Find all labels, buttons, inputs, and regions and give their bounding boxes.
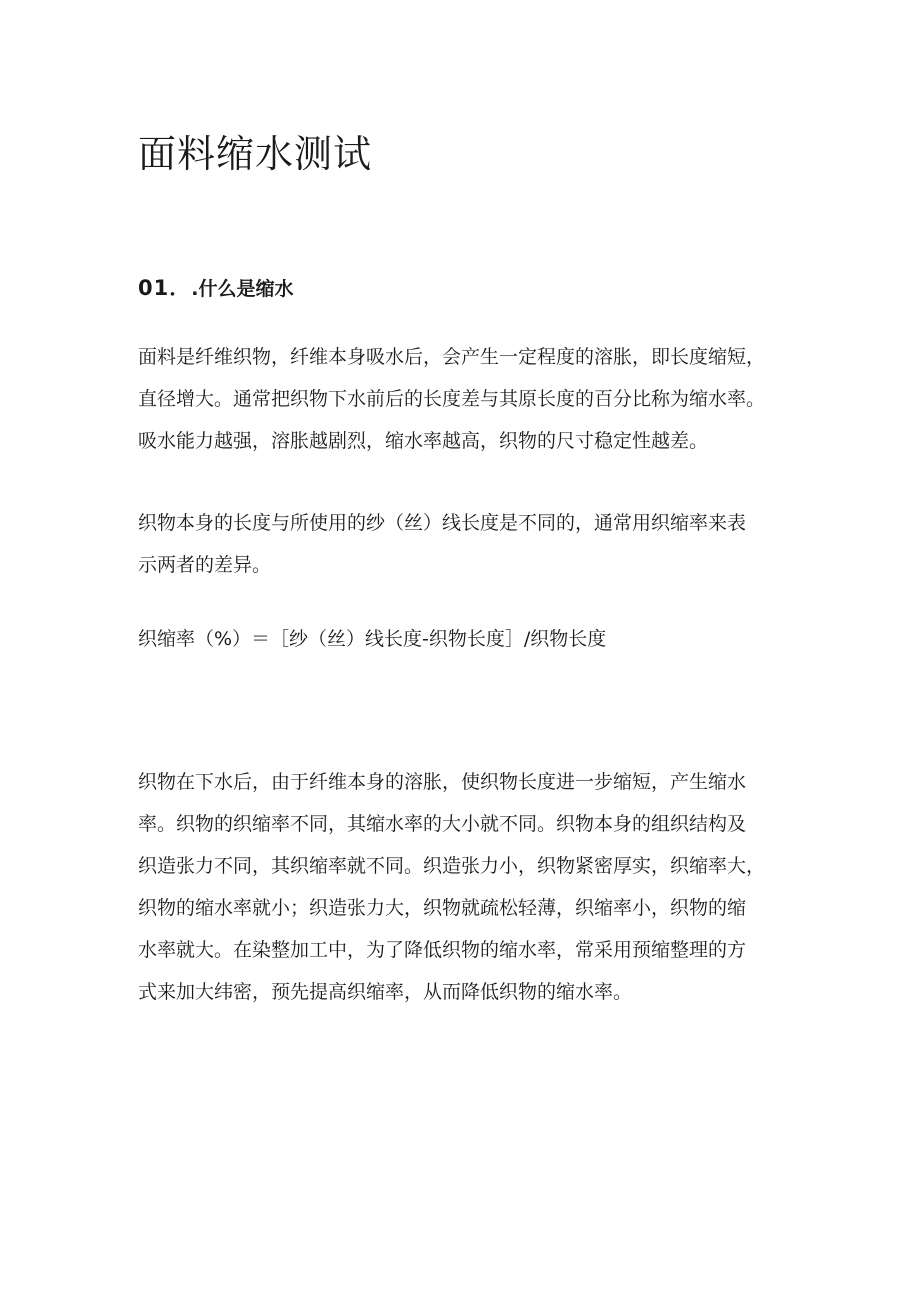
paragraph-formula xyxy=(138,618,798,660)
page-title: 面料缩水测试 xyxy=(138,132,373,176)
paragraph-line: 织物的缩水率就小；织造张力大，织物就疏松轻薄，织缩率小，织物的缩 xyxy=(138,897,747,919)
paragraph-line: 织物本身的长度与所使用的纱（丝）线长度是不同的，通常用织缩率来表 xyxy=(138,512,747,534)
paragraph-line: 率。织物的织缩率不同，其缩水率的大小就不同。织物本身的组织结构及 xyxy=(138,813,747,835)
formula-line: 织缩率（%）＝［纱（丝）线长度-织物长度］/织物长度 xyxy=(138,628,607,650)
paragraph-weave-shrinkage xyxy=(138,502,798,586)
paragraph-line: 吸水能力越强，溶胀越剧烈，缩水率越高，织物的尺寸稳定性越差。 xyxy=(138,430,709,452)
paragraph-definition xyxy=(138,336,798,462)
paragraph-line: 织物在下水后，由于纤维本身的溶胀，使织物长度进一步缩短，产生缩水 xyxy=(138,771,747,793)
paragraph-explanation xyxy=(138,761,798,1013)
section-heading xyxy=(138,274,293,303)
paragraph-line: 示两者的差异。 xyxy=(138,554,272,576)
paragraph-line: 式来加大纬密，预先提高织缩率，从而降低织物的缩水率。 xyxy=(138,981,633,1003)
section-heading-text: .什么是缩水 xyxy=(191,278,294,300)
paragraph-line: 水率就大。在染整加工中，为了降低织物的缩水率，常采用预缩整理的方 xyxy=(138,939,747,961)
paragraph-line: 织造张力不同，其织缩率就不同。织造张力小，织物紧密厚实，织缩率大， xyxy=(138,855,766,877)
paragraph-line: 直径增大。通常把织物下水前后的长度差与其原长度的百分比称为缩水率。 xyxy=(138,388,766,410)
section-number: 01． xyxy=(138,276,192,300)
paragraph-line: 面料是纤维织物，纤维本身吸水后，会产生一定程度的溶胀，即长度缩短， xyxy=(138,346,766,368)
